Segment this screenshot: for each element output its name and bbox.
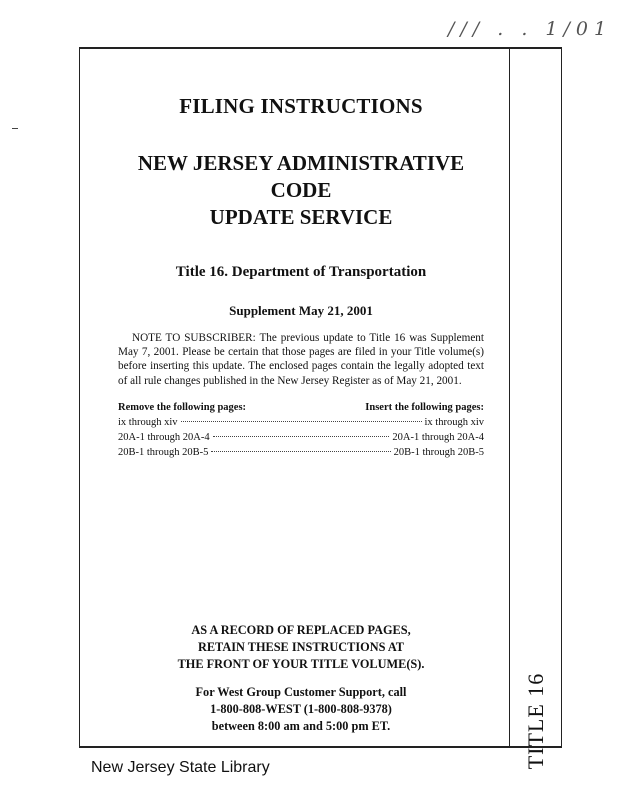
scan-artifact-line [12, 128, 18, 129]
dot-leader [213, 436, 390, 437]
remove-pages: ix through xiv [118, 416, 178, 428]
table-row [118, 415, 484, 430]
page-table-header [118, 400, 484, 415]
library-stamp: New Jersey State Library [91, 759, 270, 776]
dot-leader [211, 451, 390, 452]
insert-pages: 20B-1 through 20B-5 [393, 446, 484, 458]
subscriber-note-text: NOTE TO SUBSCRIBER: The previous update to Title 16 was Supplement May 7, 2001. Please be certain that those pages are filed in your Title volume(s) before inserting this update. The enclosed pages contain the legally adopted text of all rule changes published in the New Jersey Register as of May 21, 2001. [118, 332, 484, 387]
handwritten-mark: /// . . 1/01 [448, 18, 613, 40]
code-title-line1: NEW JERSEY ADMINISTRATIVE CODE [137, 151, 465, 202]
spine-tab [509, 49, 561, 770]
insert-pages: 20A-1 through 20A-4 [392, 431, 484, 443]
insert-pages: ix through xiv [424, 416, 484, 428]
page-replacement-table [118, 400, 484, 460]
remove-pages: 20A-1 through 20A-4 [118, 431, 210, 443]
record-instructions [118, 622, 484, 673]
filing-instructions-heading: FILING INSTRUCTIONS [179, 94, 423, 118]
table-row [118, 430, 484, 445]
supplement-date: Supplement May 21, 2001 [229, 303, 373, 318]
record-line2: RETAIN THESE INSTRUCTIONS AT [197, 640, 405, 654]
support-phone: 1-800-808-WEST (1-800-808-9378) [210, 702, 392, 716]
subscriber-note [118, 331, 484, 388]
remove-pages-heading: Remove the following pages: [118, 401, 247, 413]
support-line1: For West Group Customer Support, call [195, 685, 407, 699]
customer-support [118, 684, 484, 735]
insert-pages-heading: Insert the following pages: [365, 401, 484, 413]
record-line3: THE FRONT OF YOUR TITLE VOLUME(S). [177, 657, 425, 671]
record-line1: AS A RECORD OF REPLACED PAGES, [191, 623, 411, 637]
document-content [118, 49, 484, 733]
support-hours: between 8:00 am and 5:00 pm ET. [211, 719, 391, 733]
dot-leader [181, 421, 422, 422]
spine-title-label: TITLE 16 [522, 672, 548, 770]
table-row [118, 445, 484, 460]
remove-pages: 20B-1 through 20B-5 [118, 446, 209, 458]
code-title-line2: UPDATE SERVICE [209, 205, 393, 229]
department-title: Title 16. Department of Transportation [175, 264, 427, 280]
code-title [118, 150, 484, 231]
